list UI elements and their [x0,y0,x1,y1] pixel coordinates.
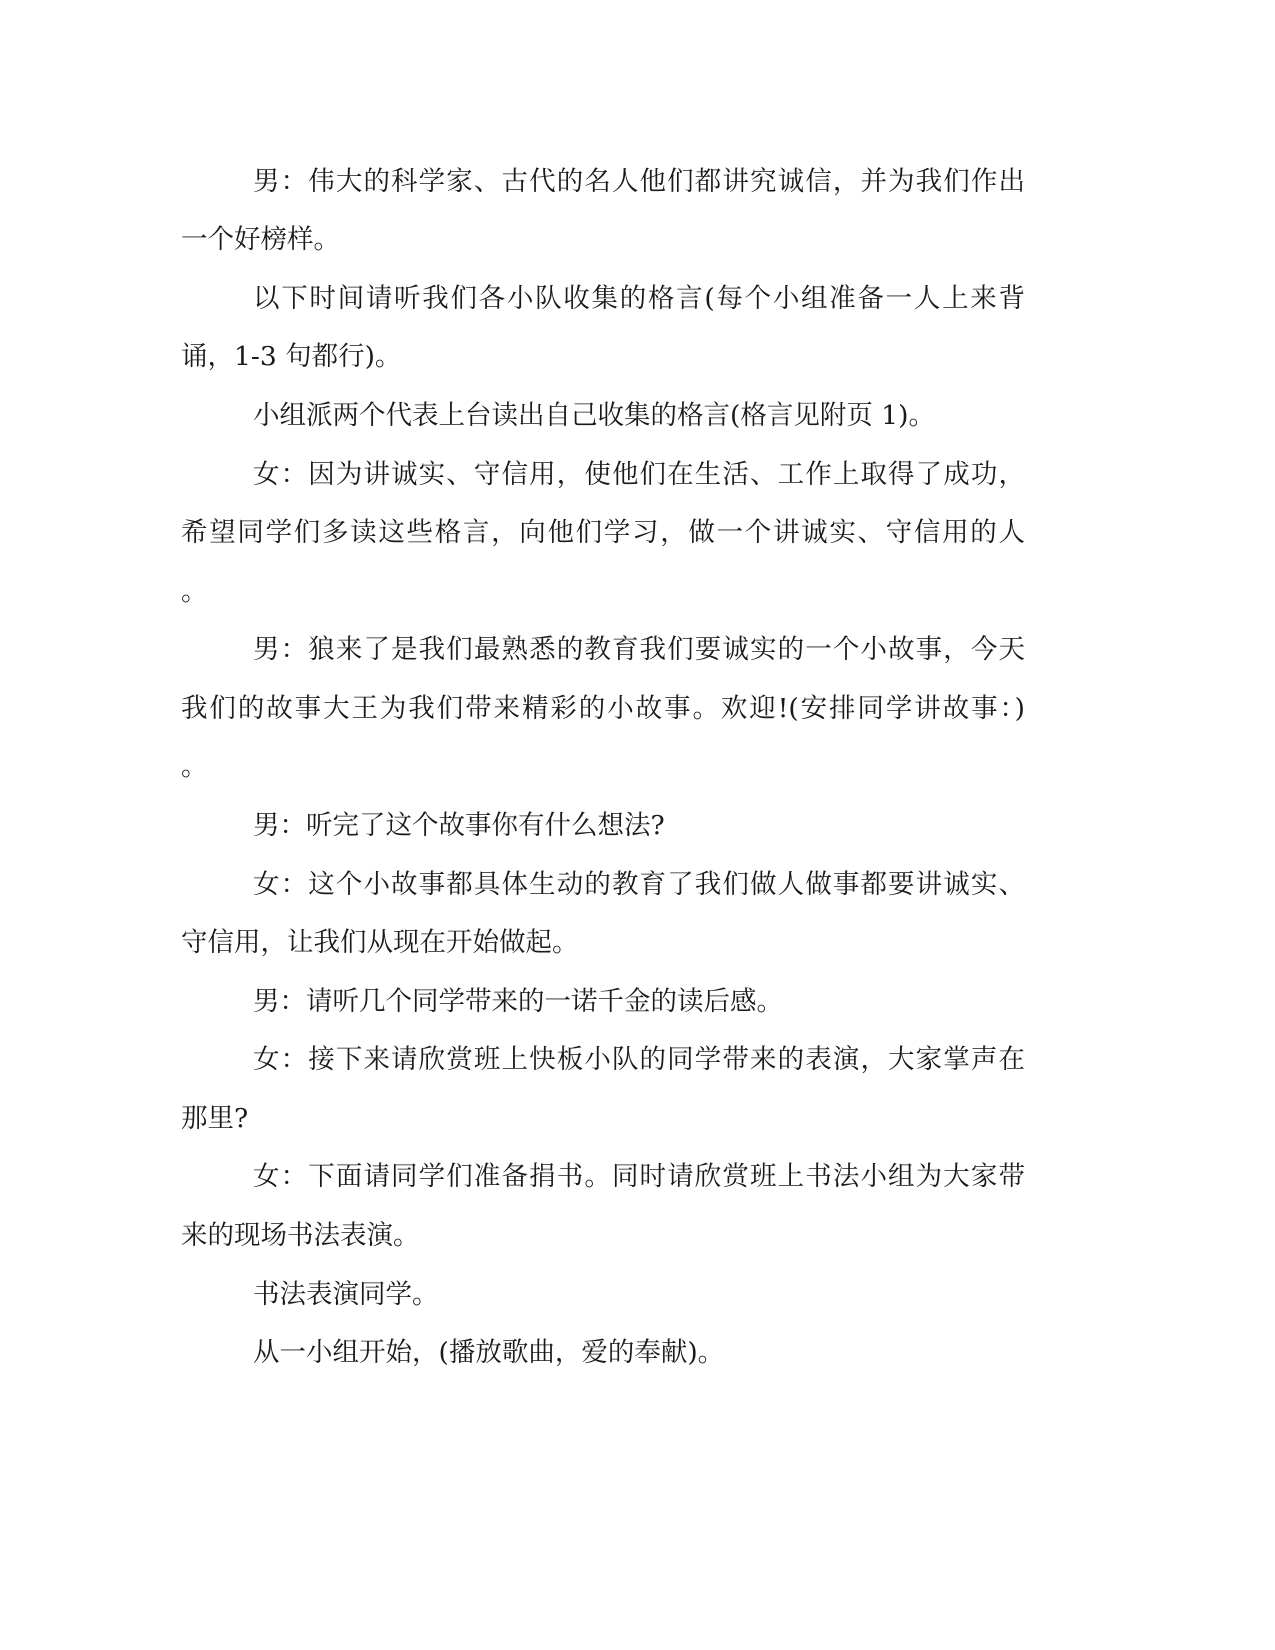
paragraph-line: 。 [181,751,208,782]
paragraph-line: 小组派两个代表上台读出自己收集的格言(格言见附页 1)。 [253,400,935,431]
paragraph-line: 我们的故事大王为我们带来精彩的小故事。欢迎!(安排同学讲故事：) [181,693,1025,724]
paragraph-line: 女：因为讲诚实、守信用，使他们在生活、工作上取得了成功， [253,459,1025,490]
paragraph-line: 一个好榜样。 [181,224,340,255]
paragraph-line: 男：伟大的科学家、古代的名人他们都讲究诚信，并为我们作出 [253,166,1025,197]
paragraph-line: 男：狼来了是我们最熟悉的教育我们要诚实的一个小故事，今天 [253,634,1025,665]
paragraph-line: 希望同学们多读这些格言，向他们学习，做一个讲诚实、守信用的人 [181,517,1025,548]
paragraph-line: 书法表演同学。 [253,1279,439,1310]
paragraph-line: 男：请听几个同学带来的一诺千金的读后感。 [253,986,783,1017]
paragraph-line: 女：下面请同学们准备捐书。同时请欣赏班上书法小组为大家带 [253,1161,1025,1192]
paragraph-line: 那里? [181,1103,249,1134]
paragraph-line: 男：听完了这个故事你有什么想法? [253,810,665,841]
paragraph-line: 诵，1-3 句都行)。 [181,341,402,372]
paragraph-line: 守信用，让我们从现在开始做起。 [181,927,579,958]
paragraph-line: 女：这个小故事都具体生动的教育了我们做人做事都要讲诚实、 [253,869,1025,900]
paragraph-line: 从一小组开始，(播放歌曲，爱的奉献)。 [253,1337,725,1368]
paragraph-line: 。 [181,576,208,607]
paragraph-line: 女：接下来请欣赏班上快板小队的同学带来的表演，大家掌声在 [253,1044,1025,1075]
paragraph-line: 来的现场书法表演。 [181,1220,420,1251]
paragraph-line: 以下时间请听我们各小队收集的格言(每个小组准备一人上来背 [253,283,1025,314]
